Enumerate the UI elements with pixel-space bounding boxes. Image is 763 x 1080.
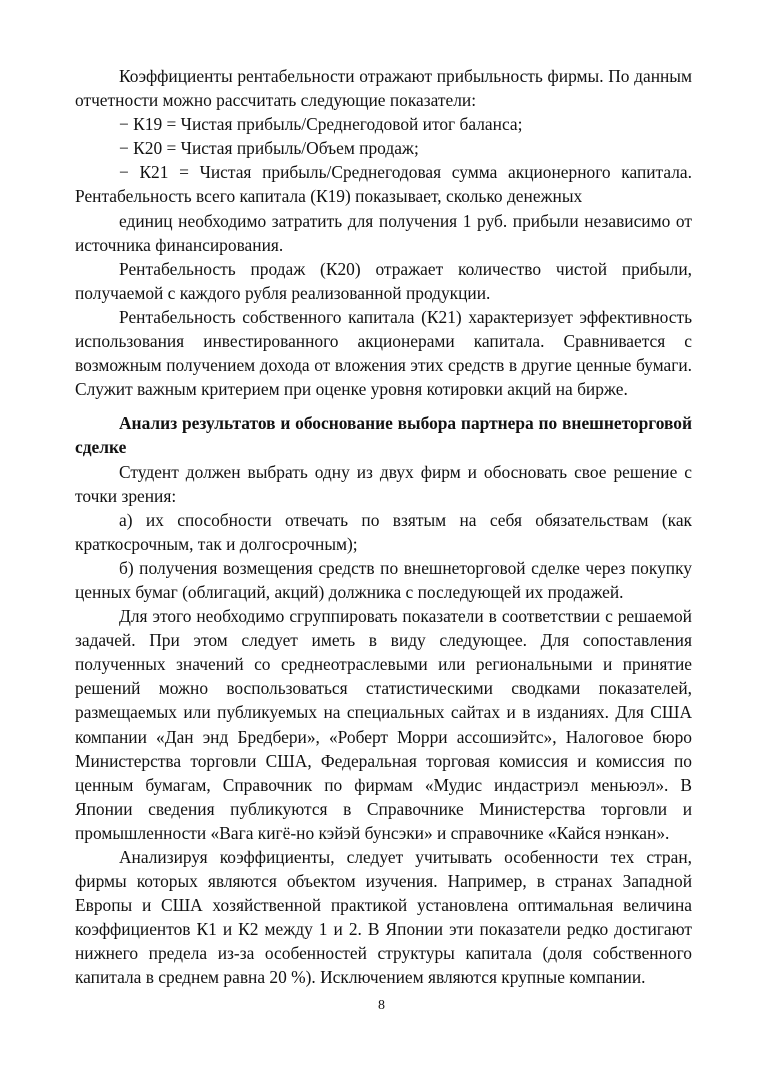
- list-item: б) получения возмещения средств по внешнеторговой сделке через покупку ценных бумаг (облигаций, акций) должника с последующей их продажей.: [75, 557, 692, 602]
- section-gap: [75, 401, 692, 411]
- paragraph: единиц необходимо затратить для получения 1 руб. прибыли независимо от источника финансирования.: [75, 210, 692, 255]
- list-item: а) их способности отвечать по взятым на себя обязательствам (как краткосрочным, так и долгосрочным);: [75, 509, 692, 554]
- document-body: [75, 64, 692, 990]
- paragraph: Анализируя коэффициенты, следует учитывать особенности тех стран, фирмы которых являются объектом изучения. Например, в странах Западной Европы и США хозяйственной практикой установлена оптимальная величина коэффициентов К1 и К2 между 1 и 2. В Японии эти показатели редко достигают нижнего предела из-за особенностей структуры капитала (доля собственного капитала в среднем равна 20 %). Исключением являются крупные компании.: [75, 847, 692, 988]
- list-item: − К19 = Чистая прибыль/Среднегодовой итог баланса;: [119, 114, 523, 135]
- section-heading: Анализ результатов и обоснование выбора партнера по внешнеторговой сделке: [75, 413, 692, 458]
- paragraph: Студент должен выбрать одну из двух фирм и обосновать свое решение с точки зрения:: [75, 461, 692, 506]
- list-item: − К20 = Чистая прибыль/Объем продаж;: [119, 138, 419, 159]
- paragraph: Коэффициенты рентабельности отражают прибыльность фирмы. По данным отчетности можно рассчитать следующие показатели:: [75, 66, 692, 111]
- paragraph: Рентабельность продаж (К20) отражает количество чистой прибыли, получаемой с каждого рубля реализованной продукции.: [75, 258, 692, 303]
- page-number: 8: [378, 998, 385, 1013]
- paragraph: Рентабельность собственного капитала (К21) характеризует эффективность использования инвестированного акционерами капитала. Сравнивается с возможным получением дохода от вложения этих средств в другие ценные бумаги. Служит важным критерием при оценке уровня котировки акций на бирже.: [75, 306, 692, 400]
- list-item: − К21 = Чистая прибыль/Среднегодовая сумма акционерного капитала. Рентабельность всего капитала (К19) показывает, сколько денежных: [75, 162, 692, 207]
- paragraph: Для этого необходимо сгруппировать показатели в соответствии с решаемой задачей. При этом следует иметь в виду следующее. Для сопоставления полученных значений со среднеотраслевыми или региональными и принятие решений можно воспользоваться статистическими сводками показателей, размещаемых или публикуемых на специальных сайтах и в изданиях. Для США компании «Дан энд Бредбери», «Роберт Морри ассошиэйтс», Налоговое бюро Министерства торговли США, Федеральная торговая комиссия и комиссия по ценным бумагам, Справочник по фирмам «Мудис индастриэл меньюэл». В Японии сведения публикуются в Справочнике Министерства торговли и промышленности «Вага кигё-но кэйэй бунсэки» и справочнике «Кайся нэнкан».: [75, 606, 692, 843]
